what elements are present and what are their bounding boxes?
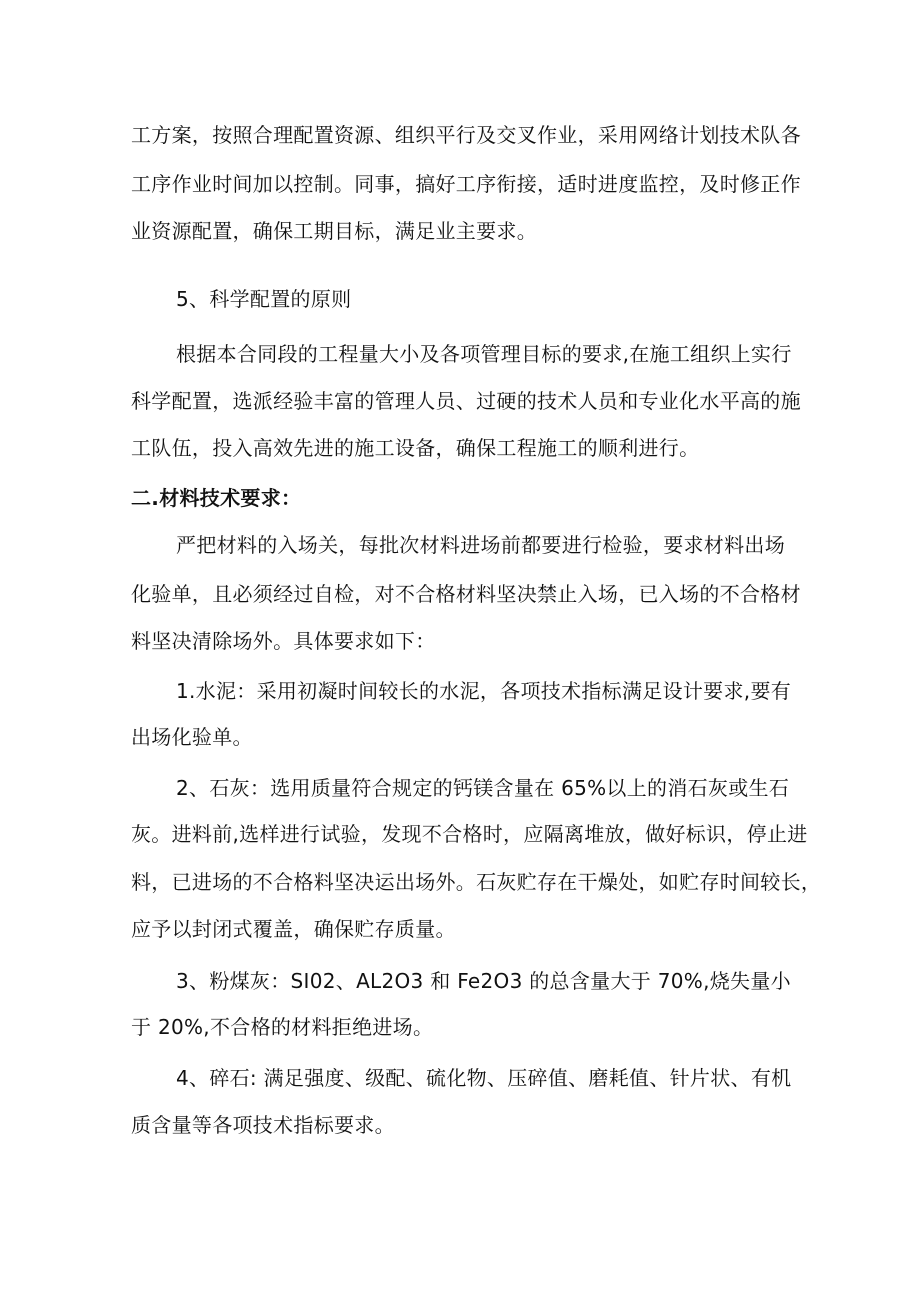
text-line: 严把材料的入场关，每批次材料进场前都要进行检验，要求材料出场 [176,533,785,557]
text-line: 工队伍，投入高效先进的施工设备，确保工程施工的顺利进行。 [131,436,700,460]
text-line: 应予以封闭式覆盖，确保贮存质量。 [131,917,456,941]
section-heading-5: 5、科学配置的原则 [176,287,352,311]
text-line: 1.水泥：采用初凝时间较长的水泥，各项技术指标满足设计要求,要有 [176,679,792,703]
text-line: 科学配置，选派经验丰富的管理人员、过硬的技术人员和专业化水平高的施 [131,389,801,413]
text-line: 4、碎石: 满足强度、级配、硫化物、压碎值、磨耗值、针片状、有机 [176,1066,792,1090]
text-line: 根据本合同段的工程量大小及各项管理目标的要求,在施工组织上实行 [176,342,792,366]
text-line: 业资源配置，确保工期目标，满足业主要求。 [131,219,537,243]
text-line: 质含量等各项技术指标要求。 [131,1113,395,1137]
text-line: 于 20%,不合格的材料拒绝进场。 [131,1015,434,1039]
text-line: 灰。进料前,选样进行试验，发现不合格时，应隔离堆放，做好标识，停止进 [131,822,808,846]
text-line: 工序作业时间加以控制。同事，搞好工序衔接，适时进度监控，及时修正作 [131,172,801,196]
text-line: 工方案，按照合理配置资源、组织平行及交叉作业，采用网络计划技术队各 [131,123,801,147]
text-line: 料坚决清除场外。具体要求如下： [131,629,436,653]
text-line: 料，已进场的不合格料坚决运出场外。石灰贮存在干燥处，如贮存时间较长， [131,870,822,894]
text-line: 2、石灰：选用质量符合规定的钙镁含量在 65%以上的消石灰或生石 [176,776,790,800]
text-line: 3、粉煤灰：SI02、AL2O3 和 Fe2O3 的总含量大于 70%,烧失量小 [176,969,791,993]
text-line: 出场化验单。 [131,725,253,749]
section-heading-materials: 二.材料技术要求： [131,486,302,510]
text-line: 化验单，且必须经过自检，对不合格材料坚决禁止入场，已入场的不合格材 [131,582,801,606]
